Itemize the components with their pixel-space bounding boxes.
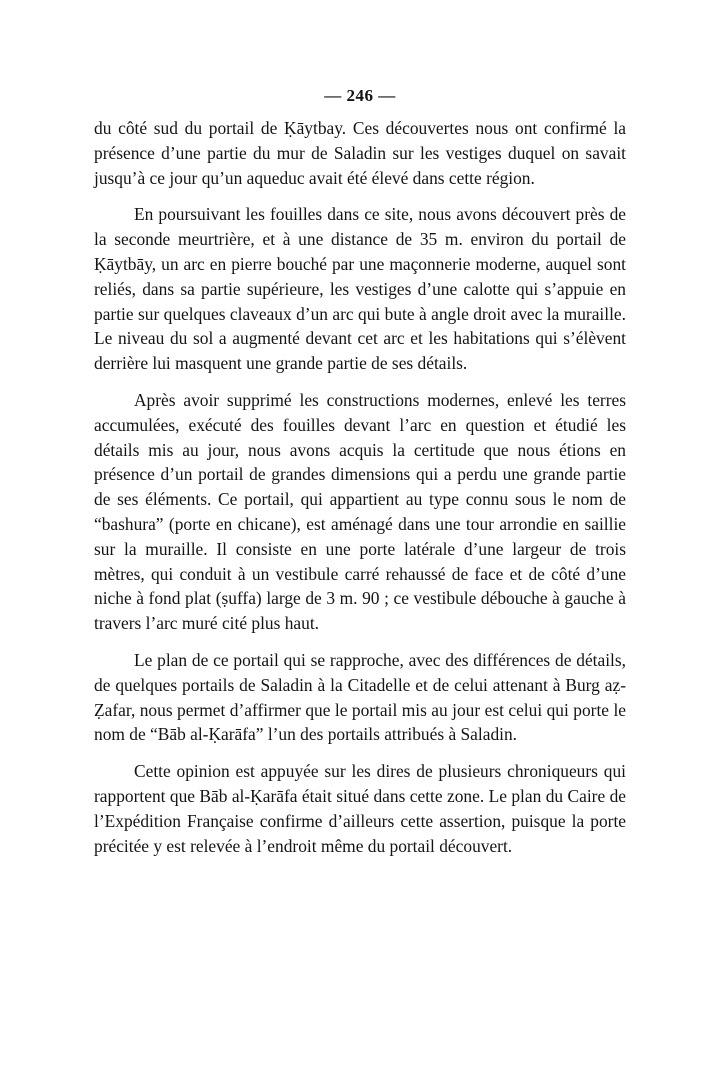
page-number: — 246 — xyxy=(324,86,396,105)
paragraph-2: En poursuivant les fouilles dans ce site, nous avons découvert près de la seconde meurtrière, et à une distance de 35 m. environ du portail de Ḳāytbāy, un arc en pierre bouché par une maçonnerie moderne, auquel sont reliés, dans sa partie supérieure, les vestiges d’une calotte qui s’appuie en partie sur quelques claveaux d’un arc qui bute à angle droit avec la muraille. Le niveau du sol a augmenté devant cet arc et les habitations qui s’élèvent derrière lui masquent une grande partie de ses détails. xyxy=(94,204,626,374)
paragraph-1: du côté sud du portail de Ḳāytbay. Ces découvertes nous ont confirmé la présence d’une partie du mur de Saladin sur les vestiges duquel on savait jusqu’à ce jour qu’un aqueduc avait été élevé dans cette région. xyxy=(94,118,626,188)
paragraph-3: Après avoir supprimé les constructions modernes, enlevé les terres accumulées, exécuté des fouilles devant l’arc en question et étudié les détails mis au jour, nous avons acquis la certitude que nous étions en présence d’un portail de grandes dimensions qui a perdu une grande partie de ses éléments. Ce portail, qui appartient au type connu sous le nom de “bashura” (porte en chicane), est aménagé dans une tour arrondie en saillie sur la muraille. Il consiste en une porte latérale d’une largeur de trois mètres, qui conduit à un vestibule carré rehaussé de face et de côté d’une niche à fond plat (ṣuffa) large de 3 m. 90 ; ce vestibule débouche à gauche à travers l’arc muré cité plus haut. xyxy=(94,389,626,634)
paragraph-4: Le plan de ce portail qui se rapproche, avec des différences de détails, de quelques portails de Saladin à la Citadelle et de celui attenant à Burg aẓ-Ẓafar, nous permet d’affirmer que le portail mis au jour est celui qui porte le nom de “Bāb al-Ḳarāfa” l’un des portails attribués à Saladin. xyxy=(94,649,626,745)
document-page xyxy=(94,86,626,870)
paragraph-5: Cette opinion est appuyée sur les dires de plusieurs chroniqueurs qui rapportent que Bāb al-Ḳarāfa était situé dans cette zone. Le plan du Caire de l’Expédition Française confirme d’ailleurs cette assertion, puisque la porte précitée y est relevée à l’endroit même du portail découvert. xyxy=(94,761,626,856)
